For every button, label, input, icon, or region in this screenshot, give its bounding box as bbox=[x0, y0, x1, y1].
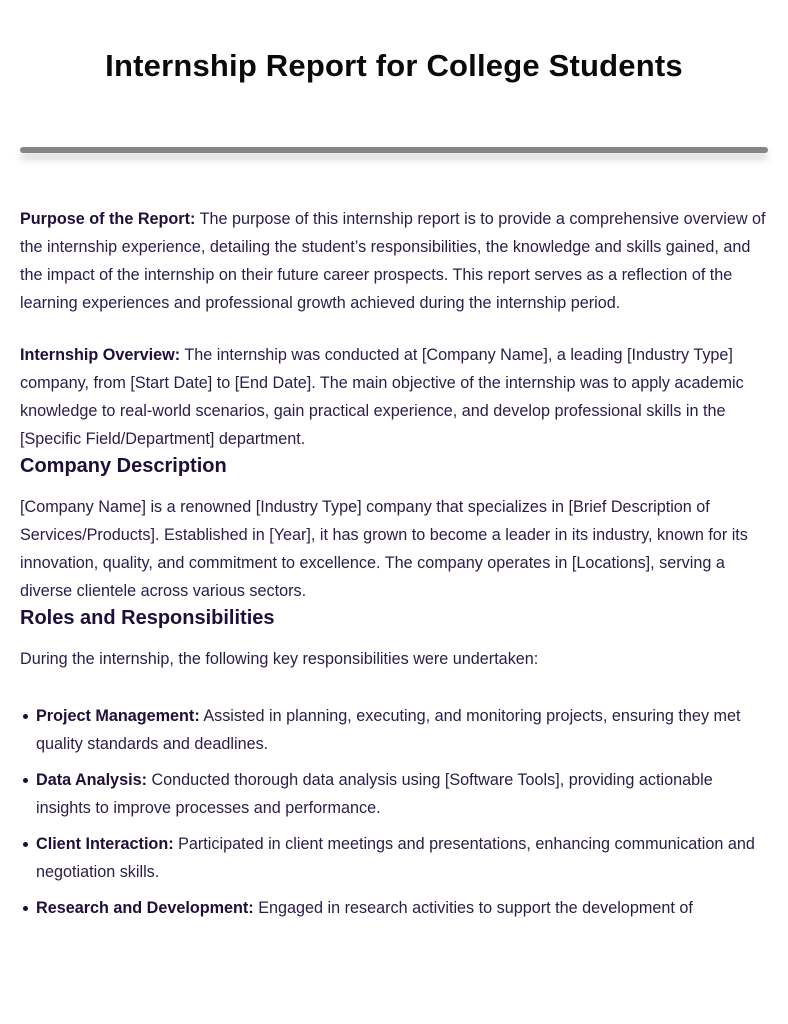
overview-text: The internship was conducted at [Company Name], a leading [Industry Type] company, from [Start Date] to [End Date]. The main objective of the internship was to apply academic knowledge to real-world scenarios, gain practical experience, and develop professional skills in the [Specific Field/Department] department. bbox=[20, 346, 744, 448]
responsibilities-list bbox=[20, 702, 768, 922]
overview-label: Internship Overview: bbox=[20, 346, 181, 364]
item-label: Client Interaction: bbox=[36, 835, 174, 853]
roles-heading: Roles and Responsibilities bbox=[20, 607, 275, 629]
company-description-heading: Company Description bbox=[20, 455, 227, 477]
item-label: Research and Development: bbox=[36, 899, 254, 917]
company-description-text: [Company Name] is a renowned [Industry Type] company that specializes in [Brief Description of Services/Products]. Established in [Year], it has grown to become a leader in its industry, known for its innovation, quality, and commitment to excellence. The company operates in [Locations], serving a diverse clientele across various sectors. bbox=[20, 498, 748, 600]
item-text: Participated in client meetings and presentations, enhancing communication and negotiation skills. bbox=[36, 835, 755, 881]
document-title: Internship Report for College Students bbox=[105, 48, 683, 83]
list-item bbox=[36, 702, 768, 758]
title-divider bbox=[20, 147, 768, 153]
item-text: Engaged in research activities to support the development of bbox=[253, 899, 693, 917]
list-item bbox=[36, 894, 768, 922]
item-text: Assisted in planning, executing, and monitoring projects, ensuring they met quality standards and deadlines. bbox=[36, 707, 741, 753]
list-item bbox=[36, 830, 768, 886]
roles-intro: During the internship, the following key responsibilities were undertaken: bbox=[20, 650, 539, 668]
purpose-label: Purpose of the Report: bbox=[20, 210, 196, 228]
purpose-paragraph bbox=[20, 205, 768, 317]
purpose-text: The purpose of this internship report is to provide a comprehensive overview of the internship experience, detailing the student’s responsibilities, the knowledge and skills gained, and the impact of the internship on their future career prospects. This report serves as a reflection of the learning experiences and professional growth achieved during the internship period. bbox=[20, 210, 766, 312]
list-item bbox=[36, 766, 768, 822]
item-label: Data Analysis: bbox=[36, 771, 147, 789]
overview-paragraph bbox=[20, 341, 768, 453]
item-text: Conducted thorough data analysis using [Software Tools], providing actionable insights to improve processes and performance. bbox=[36, 771, 713, 817]
item-label: Project Management: bbox=[36, 707, 200, 725]
